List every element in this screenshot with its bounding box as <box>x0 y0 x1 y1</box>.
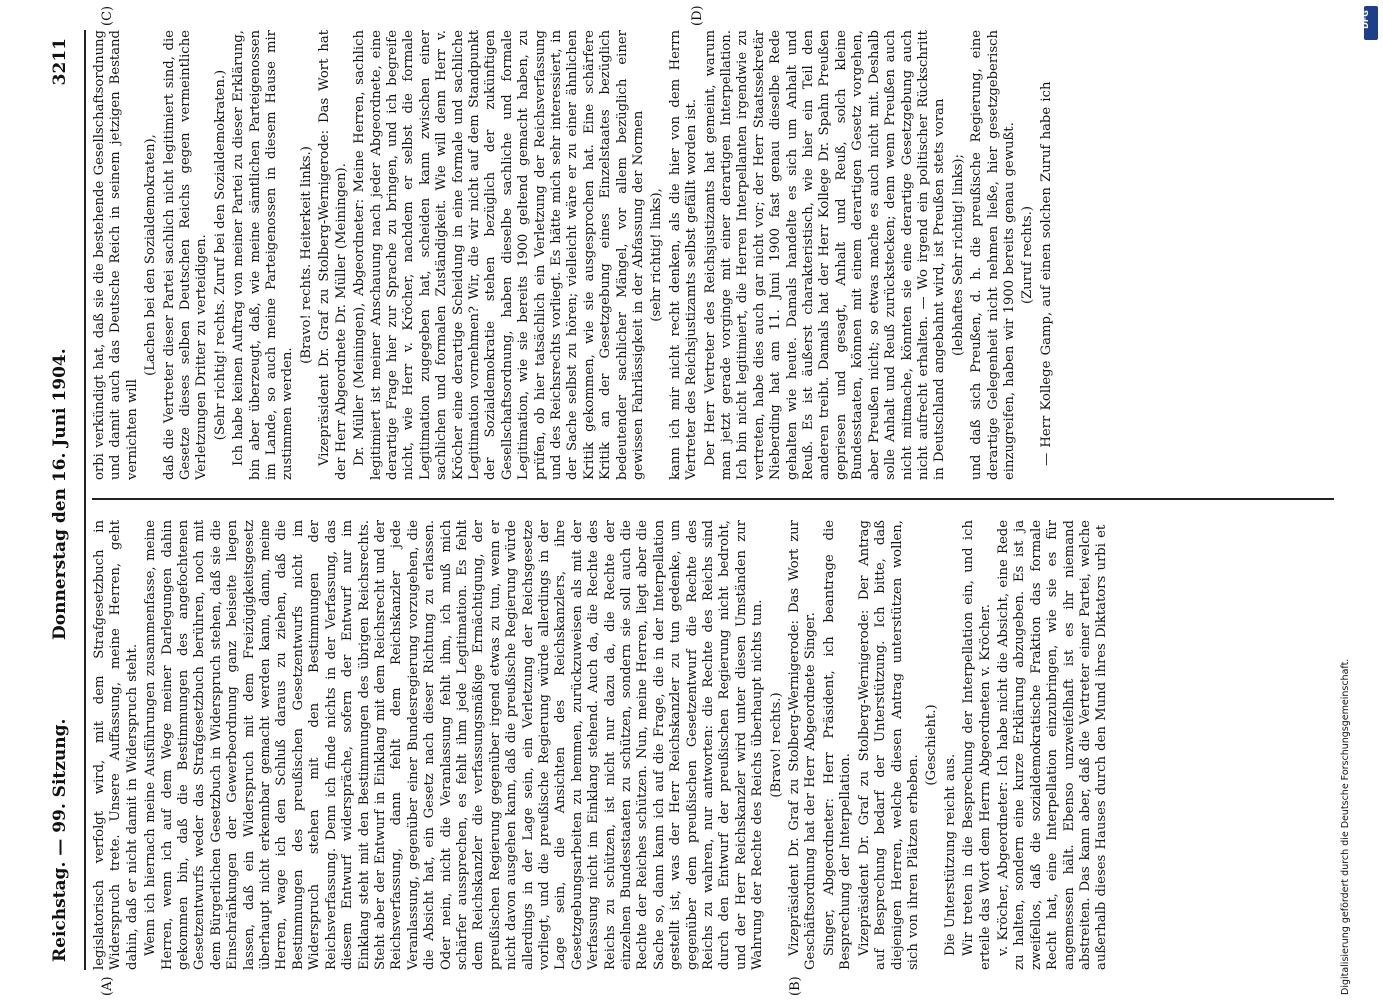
digitization-credit: Digitalisierung gefördert durch die Deutsche Forschungsgemeinschaft. <box>1340 658 1351 995</box>
dfg-logo <box>1360 6 1378 40</box>
page-header <box>40 30 86 970</box>
margin-marker-d: (D) <box>690 5 705 26</box>
speaker-paragraph: Vizepräsident Dr. Graf zu Stolberg-Wernigerode: Das Wort zur Geschäftsordnung hat der Herr Abgeordnete Singer. <box>787 520 819 970</box>
paragraph: orbi verkündigt hat, daß sie die bestehende Gesellschaftsordnung und damit auch das Deutsche Reich in seinem jetzigen Bestand vernichten will <box>92 30 140 480</box>
speaker-paragraph: v. Kröcher, Abgeordneter: Ich habe nicht die Absicht, eine Rede zu halten, sondern eine kurze Erklärung abzugeben. Es ist ja zweifellos, daß die sozialdemokratische Fraktion das formale Recht hat, eine Interpellation einzubringen, wie sie es für angemessen hält. Ebenso unzweifelhaft ist es ihr niemand abstreiten. Das kann aber, daß die Vertreter einer Partei, welche außerhalb dieses Hauses durch den Mund ihres Diktators urbi et <box>995 520 1110 970</box>
header-session: Reichstag. — 99. Sitzung. <box>50 718 70 962</box>
interjection-note: (Sehr richtig! rechts. Zuruf bei den Sozialdemokraten.) <box>212 69 228 441</box>
paragraph: und daß sich Preußen, d. h. die preußische Regierung, eine derartige Gelegenheit nicht nehmen ließe, hier gesetzgeberisch einzugreifen, haben wir 1900 bereits genau gewußt. <box>969 30 1017 480</box>
interjection-note: (Lachen bei den Sozialdemokraten), <box>143 134 159 376</box>
right-column <box>92 30 1334 480</box>
paragraph: Wenn ich hiernach meine Ausführungen zusammenfasse, meine Herren, wenn ich auf dem Wege meiner Darlegungen dahin gekommen bin, daß die Bestimmungen des angefochtenen Gesetzentwurfs weder das Strafgesetzbuch berühren, noch mit dem Bürgerlichen Gesetzbuch in Widerspruch stehen, daß sie die Einschränkungen der Gewerbeordnung ganz beiseite liegen lassen, daß ein Widerspruch mit dem Freizügigkeitsgesetz überhaupt nicht erkennbar gemacht werden kann, dann, meine Herren, wage ich den Schluß daraus zu ziehen, daß die Bestimmungen des preußischen Gesetzentwurfs nicht im Widerspruch stehen mit den Bestimmungen der Reichsverfassung. Denn ich finde nichts in der Verfassung, das diesem Entwurf widerspräche, sofern der Entwurf nur im Einklang steht mit den Bestimmungen des übrigen Reichsrechts. Steht aber der Entwurf in Einklang mit dem Reichsrecht und der Reichsverfassung, dann fehlt dem Reichskanzler jede Veranlassung, gegenüber einer Bundesregierung vorzugehen, die die Absicht hat, ein Gesetz nach dieser Richtung zu erlassen. Oder nein, nicht die Veranlassung fehlt ihm, ich muß mich schärfer aussprechen, es fehlt ihm jede Legitimation. Es fehlt dem Reichskanzler die verfassungsmäßige Ermächtigung, der preußischen Regierung gegenüber irgend etwas zu tun, wenn er nicht davon ausgehen kann, daß die preußische Regierung würde allerdings in der Lage sein, ein Verletzung der Reichsgesetze vorliegt, und die preußische Regierung würde allerdings in der Lage sein, die Ansichten des Reichskanzlers, ihre Gesetzgebungsarbeiten zu hemmen, zurückzuweisen als mit der Verfassung nicht im Einklang stehend. Auch da, die Rechte des Reichs zu schützen, ist nicht nur dazu da, die Rechte der einzelnen Bundesstaaten zu schützen, sondern sie soll auch die Rechte der Reiches schützen. Nun, meine Herren, liegt aber die Sache so, dann kann ich auf die Frage, die in der Interpellation gestellt ist, was der Herr Reichskanzler zu tun gedenke, um gegenüber dem preußischen Gesetzentwurf die Rechte des Reichs zu wahren, nur antworten: die Rechte des Reichs sind durch den Entwurf der preußischen Regierung nicht bedroht, und der Herr Reichskanzler wird unter diesen Umständen zur Wahrung der Rechte des Reichs überhaupt nichts tun. <box>143 520 766 970</box>
applause-note: (Bravo! rechts. Heiterkeit links.) <box>298 146 314 364</box>
page-number: 3211 <box>50 38 70 86</box>
speaker-paragraph: Vizepräsident Dr. Graf zu Stolberg-Wernigerode: Das Wort hat der Herr Abgeordnete Dr. Müller (Meiningen). <box>317 30 349 480</box>
margin-marker-b: (B) <box>788 976 803 996</box>
column-rule <box>92 498 1334 500</box>
paragraph: Wir treten in die Besprechung der Interpellation ein, und ich erteile das Wort dem Herrn Abgeordneten v. Kröcher. <box>961 520 993 970</box>
paragraph: Die Unterstützung reicht aus. <box>942 753 958 956</box>
header-date: Donnerstag den 16. Juni 1904. <box>50 348 70 640</box>
paragraph: kann ich mir nicht recht denken, als die hier von dem Herrn Vertreter des Reichsjustizamts selbst gefällt worden ist. <box>667 30 700 480</box>
applause-note: (Bravo! rechts.) <box>768 692 784 798</box>
left-column <box>92 520 1334 970</box>
margin-marker-a: (A) <box>100 976 115 996</box>
paragraph: Der Herr Vertreter des Reichsjustizamts hat gemeint, warum man jetzt gerade vorginge mit einer derartigen Interpellation. Ich bin nicht legitimiert, die Herren Interpellanten irgendwie zu vertreten, habe dies auch gar nicht vor; der Herr Staatssekretär Nieberding hat am 11. Juni 1900 fast genau dieselbe Rede gehalten wie heute. Damals handelte es sich um Anhalt und Reuß. Es ist äußerst charakteristisch, wie hier ein Teil den anderen treibt. Damals hat der Herr Kollege Dr. Spahn Preußen gepriesen und gesagt, Anhalt und Reuß, solch kleine Bundesstaaten, können mit einem derartigen Gesetz vorgehen, aber Preußen nicht; so etwas mache es auch nicht mit. Deshalb solle Anhalt und Reuß zurückstecken; denn wenn Preußen auch nicht mitmache, könnten sie eine derartige Gesetzgebung auch nicht aufrecht erhalten. — Wo irgend ein politischer Rückschritt in Deutschland angebahnt wird, ist Preußen stets voran <box>702 30 948 480</box>
paragraph: daß die Vertreter dieser Partei sachlich nicht legitimiert sind, die Gesetze dieses selben Deutschen Reichs gegen vermeintliche Verletzungen Dritter zu verteidigen. <box>161 30 210 480</box>
paragraph: Ich habe keinen Auftrag von meiner Partei zu dieser Erklärung, bin aber überzeugt, daß, wie meine sämtlichen Parteigenossen im Lande, so auch meine Parteigenossen in diesem Hause mir zustimmen werden. <box>231 30 296 480</box>
speaker-paragraph: Dr. Müller (Meiningen), Abgeordneter: Meine Herren, sachlich legitimiert ist meiner Anschauung nach jeder Abgeordnete, eine derartige Frage hier zur Sprache zu bringen, und ich begreife nicht, wie Herr v. Kröcher, nachdem er selbst die formale Legitimation zugegeben hat, scheiden kann zwischen einer sachlichen und formalen Zuständigkeit. Wie will denn Herr v. Kröcher eine derartige Scheidung in eine formale und sachliche Legitimation vornehmen? Wir, die wir nicht auf dem Standpunkt der Sozialdemokratie stehen bezüglich der zukünftigen Gesellschaftsordnung, haben dieselbe sachliche und formale Legitimation, wie sie bereits 1900 geltend gemacht haben, zu prüfen, ob hier tatsächlich ein Verletzung der Reichsverfassung und des Reichsrechts vorliegt. Es hätte mich sehr interessiert, in der Sache selbst zu hören; vielleicht wäre er zu einer ähnlichen Kritik gekommen, wie sie ausgesprochen hat. Eine schärfere Kritik an der Gesetzgebung eines Einzelstaates bezüglich bedeutender sachlicher Mängel, vor allem bezüglich einer gewissen Fahrlässigkeit in der Abfassung der Normen <box>352 30 646 480</box>
speaker-paragraph: Singer, Abgeordneter: Herr Präsident, ich beantrage die Besprechung der Interpellation. <box>821 520 854 970</box>
margin-marker-c: (C) <box>100 5 115 26</box>
rotated-page <box>40 5 1340 996</box>
interjection-note: (sehr richtig! links), <box>649 188 665 322</box>
paragraph: legislatorisch verfolgt wird, mit dem Strafgesetzbuch in Widerspruch trete. Unsere Auffassung, meine Herren, geht dahin, daß er nicht damit in Widerspruch steht. <box>92 520 140 970</box>
action-note: (Geschieht.) <box>924 704 940 786</box>
interjection-note: (lebhaftes Sehr richtig! links); <box>950 154 966 356</box>
paragraph: — Herr Kollege Gamp, auf einen solchen Zuruf habe ich <box>1038 81 1054 466</box>
dfg-logo-text: DFG <box>1360 10 1370 29</box>
speaker-paragraph: Vizepräsident Dr. Graf zu Stolberg-Wernigerode: Der Antrag auf Besprechung bedarf der Unterstützung. Ich bitte, daß diejenigen Herren, welche diesen Antrag unterstützen wollen, sich von ihren Plätzen erheben. <box>856 520 921 970</box>
interjection-note: (Zuruf rechts.) <box>1020 205 1036 305</box>
